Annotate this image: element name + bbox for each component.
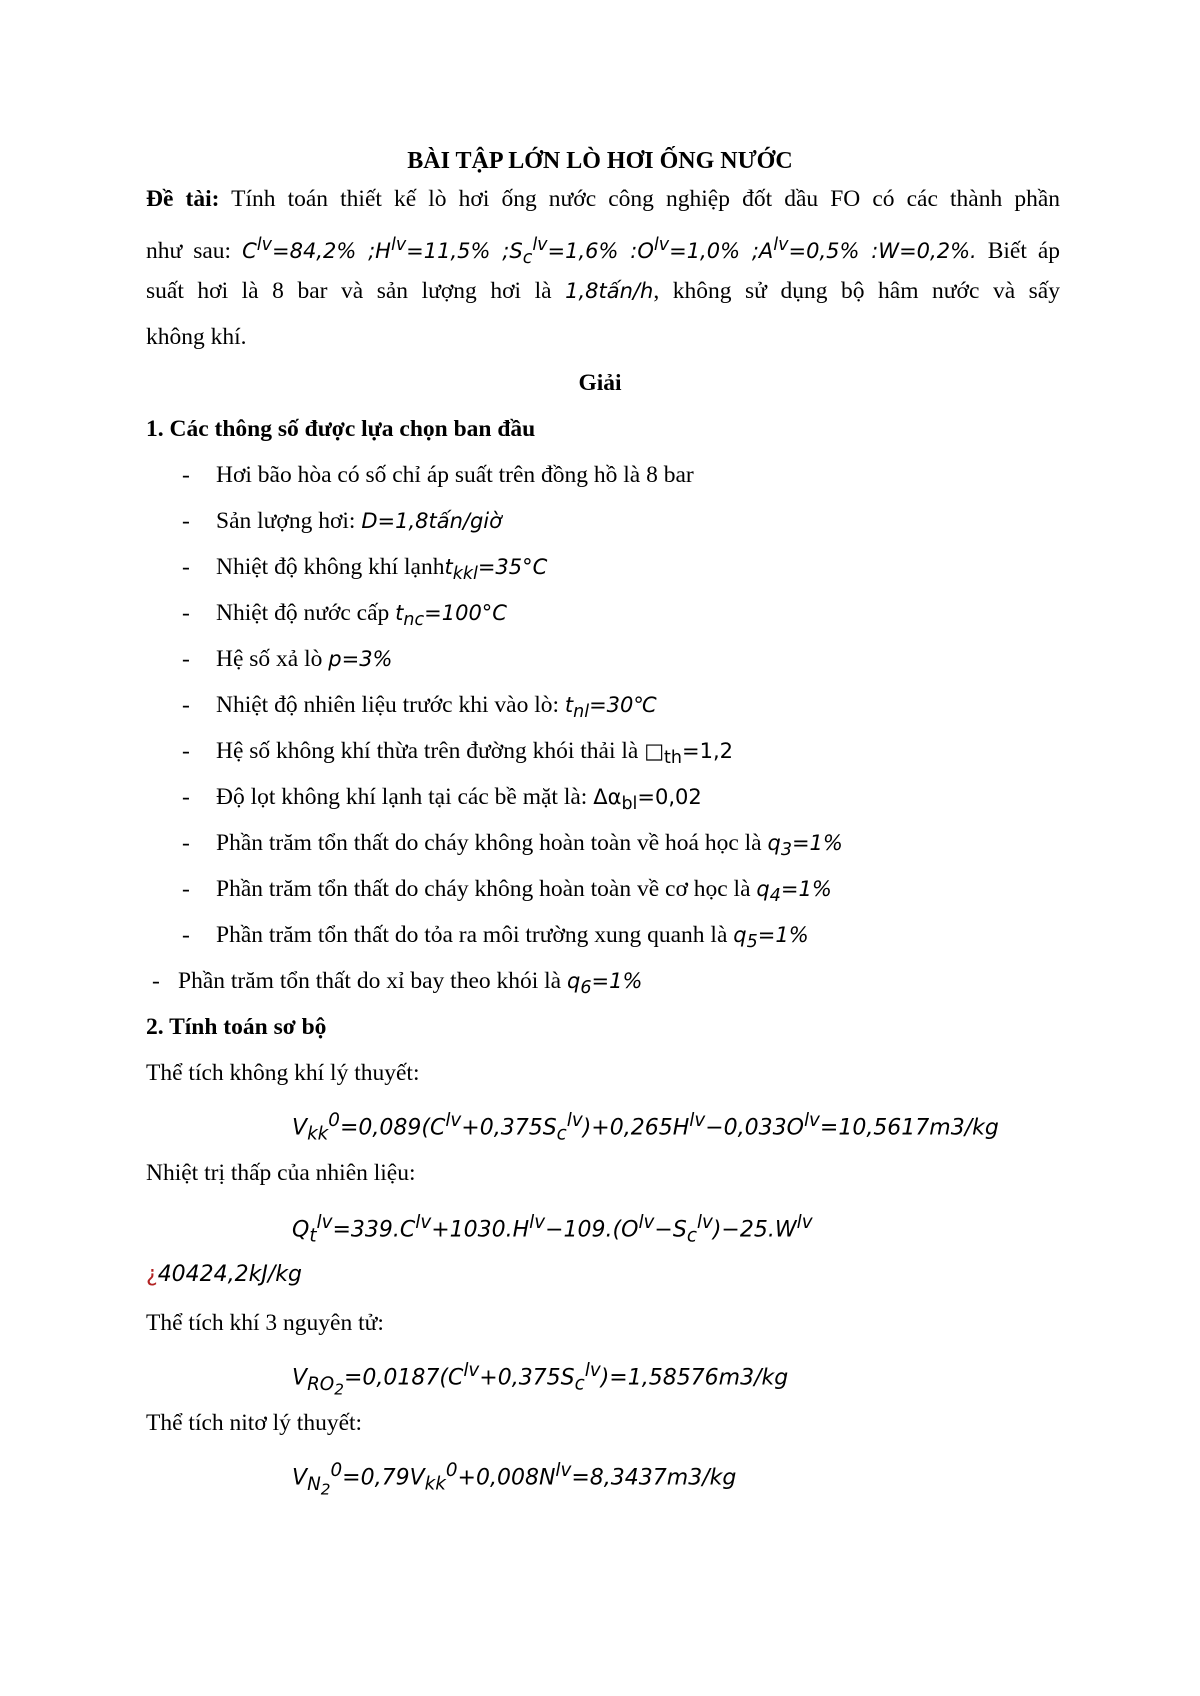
topic-text-1: Tính toán thiết kế lò hơi ống nước công nghiệp đốt dầu FO có các thành phần xyxy=(231,186,1060,212)
formula-triatomic-gas: $V_{RO_2}=0,0187(C^{lv}+0,375S_c^{lv})=1,58576m3/kg$ xyxy=(292,1360,789,1399)
param-item: - Nhiệt độ nước cấp $t_{nc}=100^\circ C$ xyxy=(182,600,507,631)
param-item: - Phần trăm tổn thất do xỉ bay theo khói là $q_6=1\%$ xyxy=(152,968,643,999)
composition-formula: $C^{lv}=84,2\%$ $;H^{lv}=11,5\%$ $;S_c^{lv}=1,6\%$ $:O^{lv}=1,0\%$ $;A^{lv}=0,5\%$ :W=0,2%. xyxy=(242,235,977,269)
topic-line-4: không khí. xyxy=(146,324,247,350)
topic-text-3-suffix: , không sử dụng bộ hâm nước và sấy xyxy=(653,278,1060,304)
section-2-heading: 2. Tính toán sơ bộ xyxy=(146,1014,327,1040)
topic-label: Đề tài: xyxy=(146,186,220,212)
heating-value-result: ¿40424,2kJ/kg xyxy=(146,1262,303,1287)
topic-text-2-suffix: Biết áp xyxy=(987,238,1061,264)
calc-label: Nhiệt trị thấp của nhiên liệu: xyxy=(146,1160,416,1186)
calc-label: Thể tích khí 3 nguyên tử: xyxy=(146,1310,384,1336)
param-item: - Hệ số không khí thừa trên đường khói thải là $□_{th}=1,2$ xyxy=(182,738,733,769)
formula-heating-value: $Q_t^{lv}=339.C^{lv}+1030.H^{lv}-109.(O^{lv}-S_c^{lv})-25.W^{lv}$ xyxy=(292,1212,813,1247)
calc-label: Thể tích nitơ lý thuyết: xyxy=(146,1410,363,1436)
param-item: - Sản lượng hơi: D=1,8tấn/giờ xyxy=(182,508,502,534)
param-item: - Độ lọt không khí lạnh tại các bề mặt là: $\Delta\alpha_{bl}=0,02$ xyxy=(182,784,702,815)
topic-line-3 xyxy=(146,268,1060,314)
document-title: BÀI TẬP LỚN LÒ HƠI ỐNG NƯỚC xyxy=(407,148,793,174)
formula-air-volume: $V_{kk}^0=0,089(C^{lv}+0,375S_c^{lv})+0,265H^{lv}-0,033O^{lv}=10,5617m3/kg$ xyxy=(292,1110,999,1145)
topic-line-1 xyxy=(146,176,1060,222)
topic-text-3-prefix: suất hơi là 8 bar và sản lượng hơi là xyxy=(146,278,552,304)
topic-text-2-prefix: như sau: xyxy=(146,238,232,264)
param-item: - Phần trăm tổn thất do cháy không hoàn toàn về hoá học là $q_3=1\%$ xyxy=(182,830,843,861)
formula-nitrogen-volume: $V_{N_2}^0=0,79V_{kk}^0+0,008N^{lv}=8,3437m3/kg$ xyxy=(292,1460,737,1499)
param-item: - Nhiệt độ không khí lạnht$_{kkl}$=35°C xyxy=(182,554,548,585)
param-item: - Phần trăm tổn thất do cháy không hoàn toàn về cơ học là $q_4=1\%$ xyxy=(182,876,832,907)
param-item: - Phần trăm tổn thất do tỏa ra môi trường xung quanh là $q_5=1\%$ xyxy=(182,922,809,953)
calc-label: Thể tích không khí lý thuyết: xyxy=(146,1060,420,1086)
param-item: - Hơi bão hòa có số chỉ áp suất trên đồng hồ là 8 bar xyxy=(182,462,694,488)
param-item: - Hệ số xả lò p=3% xyxy=(182,646,393,672)
steam-output-value: 1,8tấn/h xyxy=(565,279,654,303)
section-1-heading: 1. Các thông số được lựa chọn ban đầu xyxy=(146,416,536,442)
param-item: - Nhiệt độ nhiên liệu trước khi vào lò: $t_{nl}=30℃$ xyxy=(182,692,657,723)
solution-heading: Giải xyxy=(578,370,622,396)
